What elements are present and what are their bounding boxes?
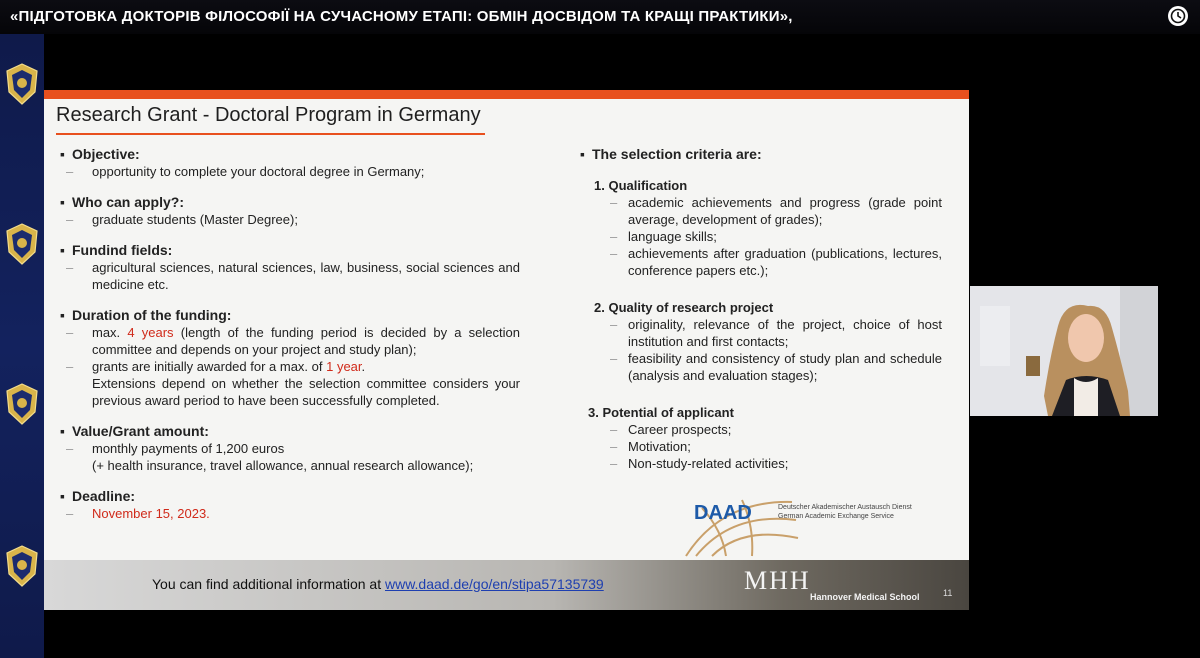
slide-right-column bbox=[580, 146, 942, 472]
footer-text: You can find additional information at www.daad.de/go/en/stipa57135739 bbox=[152, 576, 604, 592]
funding-fields-section bbox=[60, 242, 520, 293]
slide-page-number: 11 bbox=[943, 588, 953, 598]
section-heading: Duration of the funding: bbox=[72, 307, 232, 323]
slide-footer bbox=[44, 560, 969, 610]
bullet-icon: ▪ bbox=[60, 488, 65, 504]
bullet-icon: ▪ bbox=[60, 307, 65, 323]
slide-left-column bbox=[60, 146, 520, 536]
grant-amount-section bbox=[60, 423, 520, 474]
presentation-slide bbox=[44, 90, 969, 610]
daad-subtitle: Deutscher Akademischer Austausch Dienst German Academic Exchange Service bbox=[778, 504, 912, 520]
globe-icon bbox=[682, 490, 802, 560]
bullet-icon: ▪ bbox=[60, 146, 65, 162]
criteria-group-list bbox=[610, 194, 942, 279]
speaker-webcam bbox=[970, 286, 1158, 416]
dash-icon: – bbox=[610, 195, 618, 210]
dash-icon: – bbox=[66, 441, 74, 456]
bullet-icon: ▪ bbox=[60, 423, 65, 439]
list-item: graduate students (Master Degree); bbox=[92, 212, 298, 227]
daad-logo bbox=[682, 490, 962, 560]
dash-icon: – bbox=[66, 212, 74, 227]
daad-info-link[interactable]: www.daad.de/go/en/stipa57135739 bbox=[384, 576, 604, 592]
dash-icon: – bbox=[66, 359, 74, 374]
mhh-logo: MHH bbox=[744, 566, 811, 595]
list-item: opportunity to complete your doctoral degree in Germany; bbox=[92, 164, 425, 179]
dash-icon: – bbox=[66, 164, 74, 179]
criteria-group-list bbox=[610, 316, 942, 384]
dash-icon: – bbox=[66, 325, 74, 340]
criteria-group-title: 1. Qualification bbox=[594, 178, 688, 193]
who-can-apply-section bbox=[60, 194, 520, 228]
bullet-icon: ▪ bbox=[60, 242, 65, 258]
list-item: feasibility and consistency of study plan and schedule (analysis and evaluation stages); bbox=[628, 351, 942, 383]
section-heading: Objective: bbox=[72, 146, 140, 162]
list-item: grants are initially awarded for a max. of 1 year. Extensions depend on whether the selection committee considers your previous award period to have been successfully completed. bbox=[92, 359, 520, 408]
section-heading: Who can apply?: bbox=[72, 194, 184, 210]
dash-icon: – bbox=[610, 422, 618, 437]
criteria-group-title: 2. Quality of research project bbox=[594, 300, 774, 315]
video-title-bar bbox=[0, 0, 1200, 34]
list-item: language skills; bbox=[628, 229, 717, 244]
section-heading: Value/Grant amount: bbox=[72, 423, 209, 439]
speaker-video-thumbnail bbox=[970, 286, 1158, 416]
dash-icon: – bbox=[610, 456, 618, 471]
dash-icon: – bbox=[66, 260, 74, 275]
deadline-section bbox=[60, 488, 520, 522]
criteria-group-title: 3. Potential of applicant bbox=[588, 405, 734, 420]
list-item: Career prospects; bbox=[628, 422, 732, 437]
criteria-group-list bbox=[610, 421, 942, 472]
deadline-date: November 15, 2023. bbox=[92, 506, 210, 521]
list-item: monthly payments of 1,200 euros (+ health insurance, travel allowance, annual research allowance); bbox=[92, 441, 474, 473]
highlight-value: 1 year bbox=[326, 359, 362, 374]
university-emblem-icon bbox=[4, 222, 40, 266]
list-item: academic achievements and progress (grade point average, development of grades); bbox=[628, 195, 942, 227]
list-item: Motivation; bbox=[628, 439, 691, 454]
highlight-value: 4 years bbox=[127, 325, 174, 340]
dash-icon: – bbox=[610, 351, 618, 366]
section-heading: Fundind fields: bbox=[72, 242, 173, 258]
list-item: max. 4 years (length of the funding period is decided by a selection committee and depends on your project and study plan); bbox=[92, 325, 520, 357]
list-item: agricultural sciences, natural sciences, law, business, social sciences and medicine etc. bbox=[92, 260, 520, 292]
university-banner bbox=[0, 34, 44, 658]
section-heading: Deadline: bbox=[72, 488, 136, 504]
daad-wordmark: DAAD bbox=[694, 502, 752, 524]
watch-later-button[interactable] bbox=[1168, 6, 1188, 26]
list-item: achievements after graduation (publications, lectures, conference papers etc.); bbox=[628, 246, 942, 278]
list-item: originality, relevance of the project, choice of host institution and first contacts; bbox=[628, 317, 942, 349]
university-emblem-icon bbox=[4, 382, 40, 426]
university-emblem-icon bbox=[4, 62, 40, 106]
dash-icon: – bbox=[610, 246, 618, 261]
duration-section bbox=[60, 307, 520, 409]
dash-icon: – bbox=[610, 439, 618, 454]
section-heading: The selection criteria are: bbox=[592, 146, 762, 162]
objective-section bbox=[60, 146, 520, 180]
bullet-icon: ▪ bbox=[580, 146, 585, 162]
bullet-icon: ▪ bbox=[60, 194, 65, 210]
video-title[interactable]: «ПІДГОТОВКА ДОКТОРІВ ФІЛОСОФІЇ НА СУЧАСНОМУ ЕТАПІ: ОБМІН ДОСВІДОМ ТА КРАЩІ ПРАКТИКИ», bbox=[10, 8, 793, 25]
slide-title: Research Grant - Doctoral Program in Germany bbox=[56, 104, 485, 135]
dash-icon: – bbox=[66, 506, 74, 521]
list-item: Non-study-related activities; bbox=[628, 456, 789, 471]
mhh-name: Hannover Medical School bbox=[810, 592, 920, 602]
slide-accent-bar bbox=[44, 90, 969, 99]
dash-icon: – bbox=[610, 229, 618, 244]
clock-icon bbox=[1168, 6, 1188, 26]
dash-icon: – bbox=[610, 317, 618, 332]
university-emblem-icon bbox=[4, 544, 40, 588]
